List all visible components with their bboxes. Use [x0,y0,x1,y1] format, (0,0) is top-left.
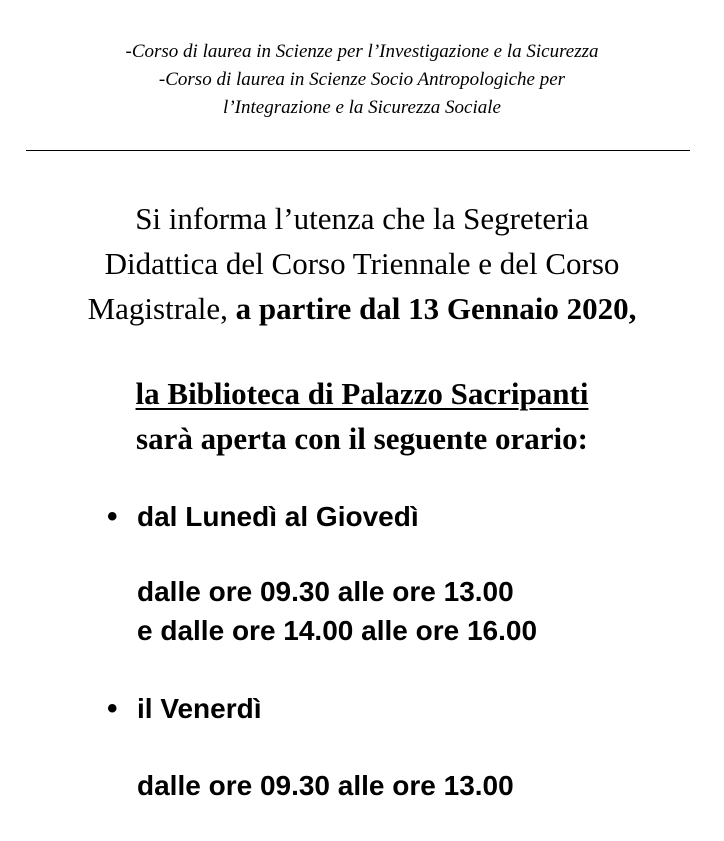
course-line-2: -Corso di laurea in Scienze Socio Antropologiche per [158,69,566,90]
course-header [0,38,724,122]
schedule-days: dal Lunedì al Giovedì [137,501,419,532]
announcement-line-3-prefix: Magistrale, [87,291,236,326]
course-line-1: -Corso di laurea in Scienze per l’Investigazione e la Sicurezza [125,41,599,62]
announcement-line-3 [0,286,724,331]
start-date-text: a partire dal 13 Gennaio 2020, [235,291,637,326]
library-name: la Biblioteca di Palazzo Sacripanti [135,376,589,411]
bullet-icon: • [107,500,118,533]
schedule-hours: e dalle ore 14.00 alle ore 16.00 [137,615,538,646]
schedule-item-friday [107,690,262,728]
schedule-hours: dalle ore 09.30 alle ore 13.00 [137,770,514,801]
schedule-days: il Venerdì [137,693,262,724]
bullet-icon: • [107,692,118,725]
schedule-hours: dalle ore 09.30 alle ore 13.00 [137,576,514,607]
announcement [0,196,724,331]
library-block [0,371,724,461]
opening-text: sarà aperta con il seguente orario: [136,421,588,456]
header-divider [26,150,690,151]
announcement-line-2: Didattica del Corso Triennale e del Corso [104,246,620,281]
course-line-3: l’Integrazione e la Sicurezza Sociale [223,97,501,118]
schedule-item-weekdays [107,498,419,536]
announcement-line-1: Si informa l’utenza che la Segreteria [135,201,589,236]
